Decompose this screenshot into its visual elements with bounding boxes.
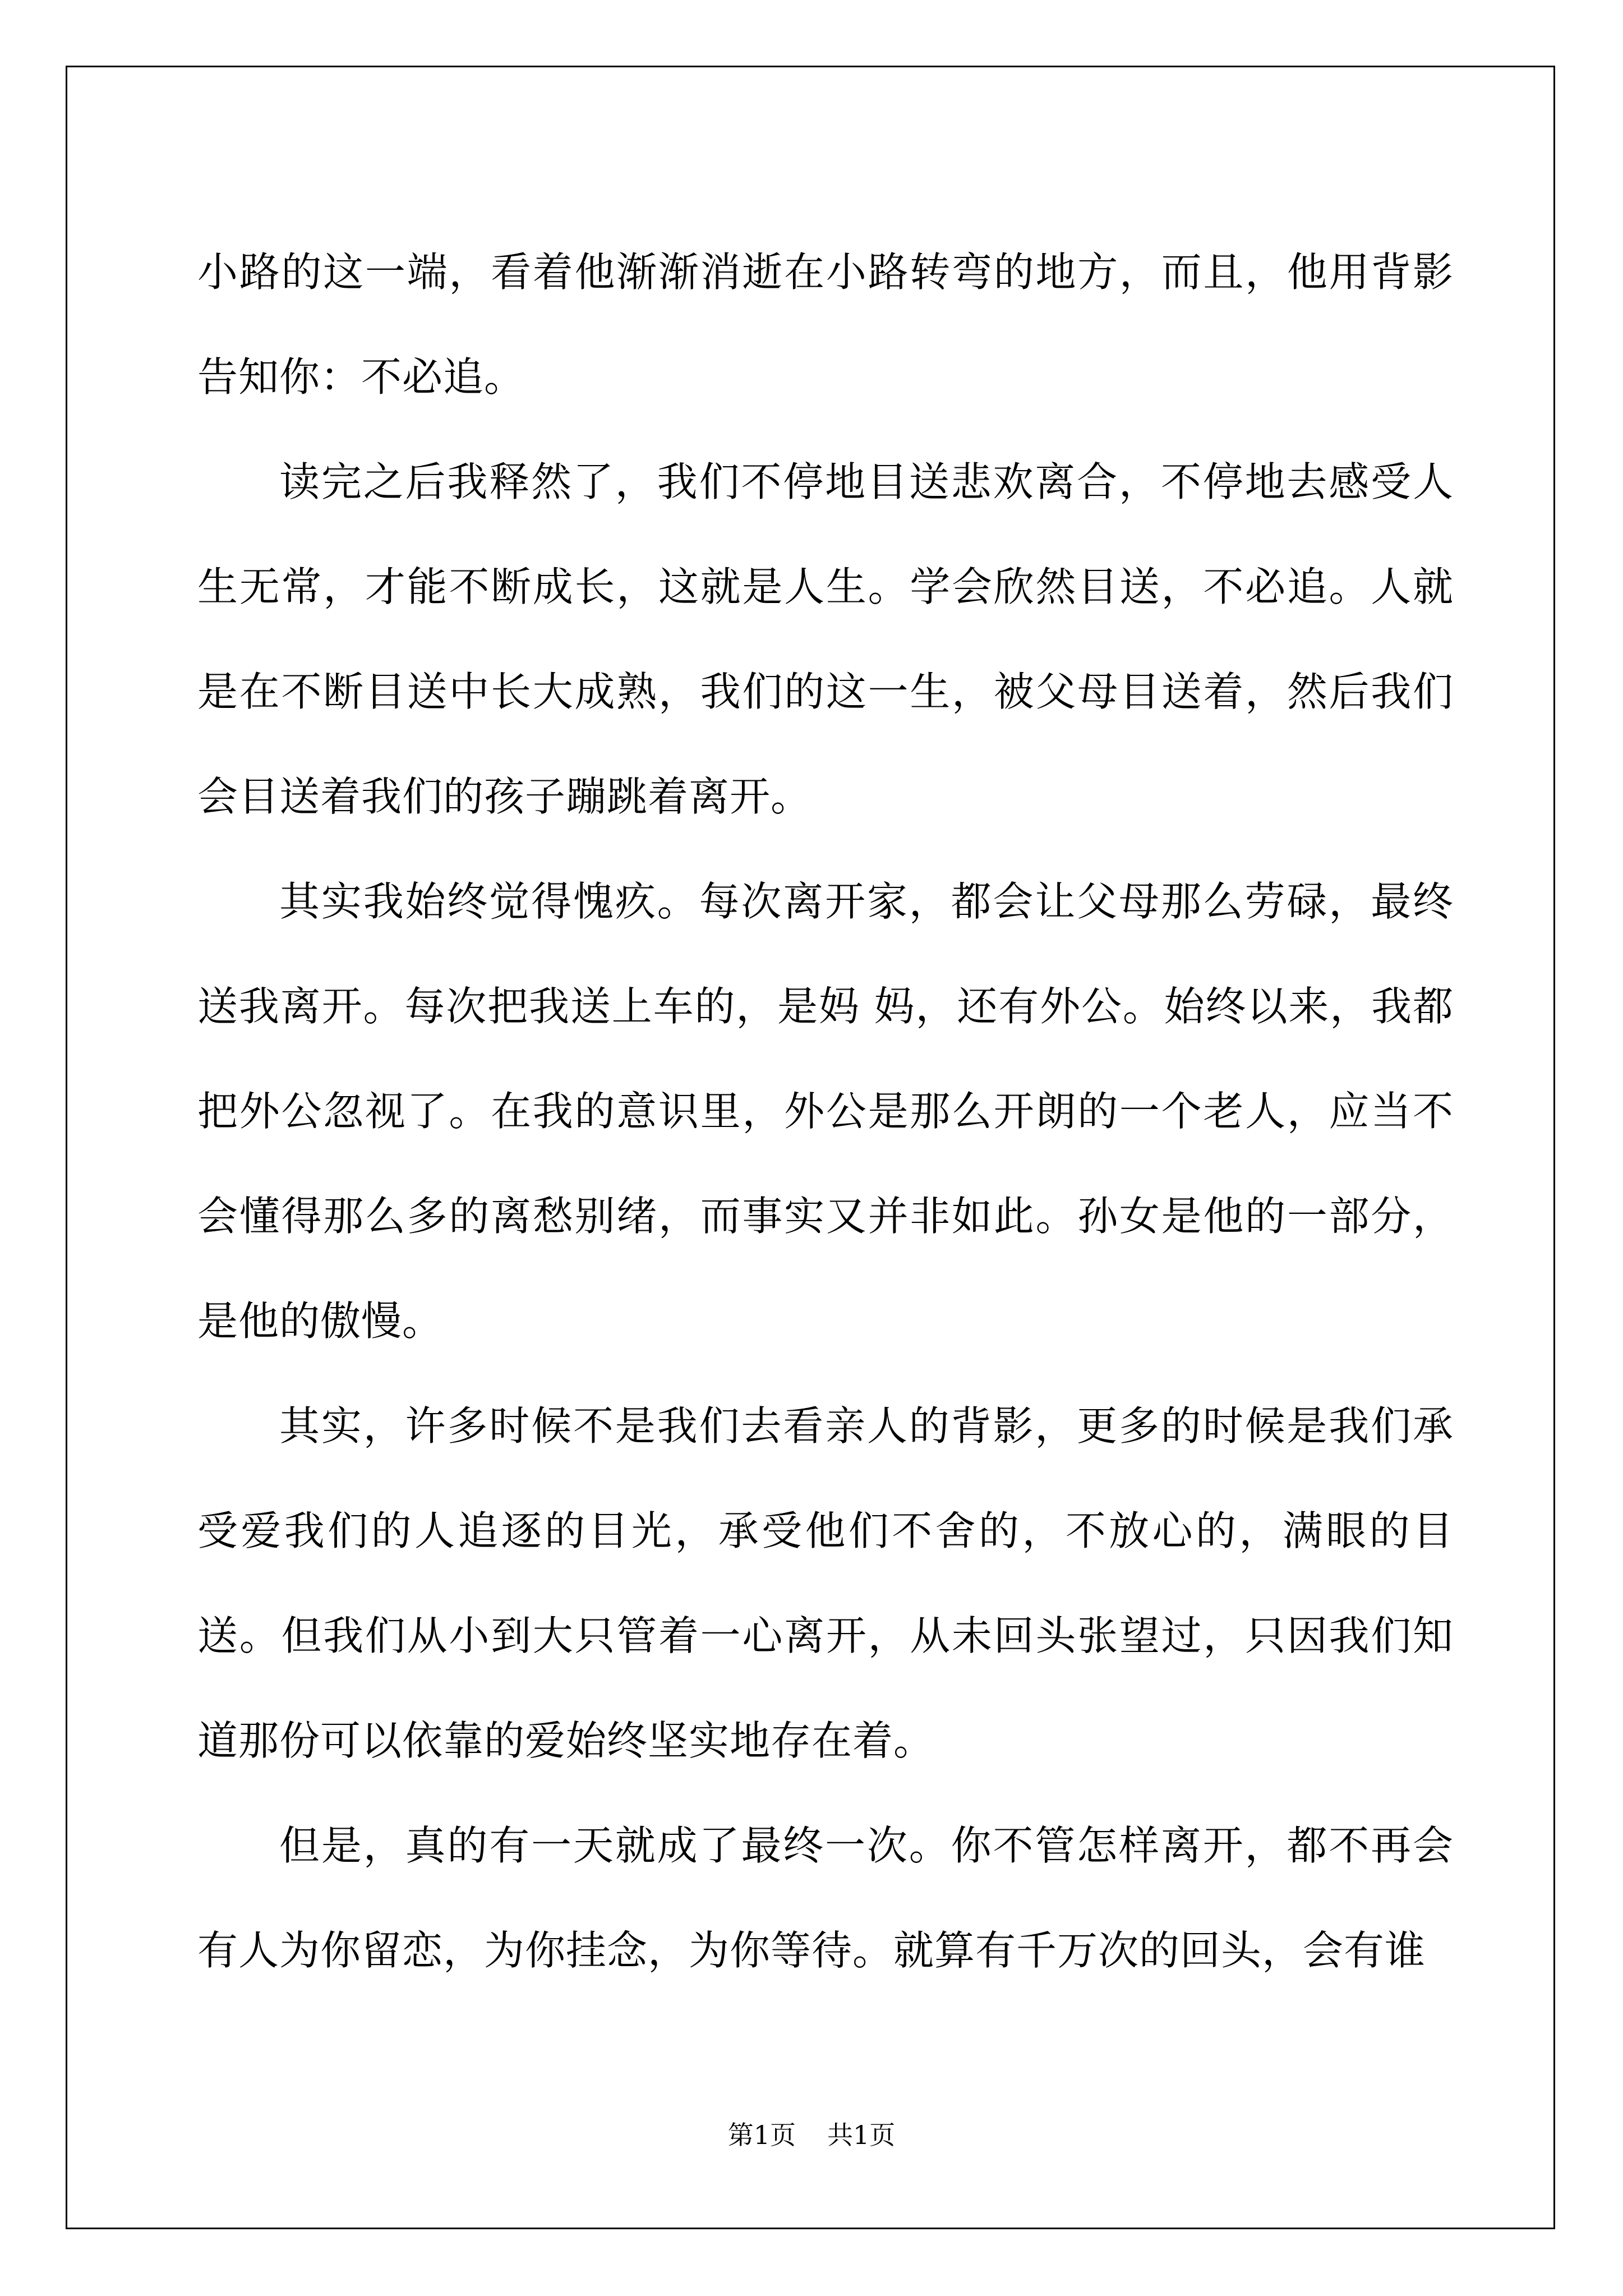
document-body	[197, 220, 1454, 2003]
page-footer	[0, 2118, 1623, 2152]
paragraph: 小路的这一端，看着他渐渐消逝在小路转弯的地方，而且，他用背影告知你：不必追。	[197, 249, 1454, 401]
paragraph: 其实，许多时候不是我们去看亲人的背影，更多的时候是我们承受爱我们的人追逐的目光，承受他们不舍的，不放心的，满眼的目送。但我们从小到大只管着一心离开，从未回头张望过，只因我们知道那份可以依靠的爱始终坚实地存在着。	[197, 1402, 1454, 1764]
page-number-current: 第1页	[727, 2120, 796, 2150]
paragraph: 其实我始终觉得愧疚。每次离开家，都会让父母那么劳碌，最终送我离开。每次把我送上车的，是妈 妈，还有外公。始终以来，我都把外公忽视了。在我的意识里，外公是那么开朗的一个老人，应当不会懂得那么多的离愁别绪，而事实又并非如此。孙女是他的一部分，是他的傲慢。	[197, 878, 1454, 1345]
paragraph: 读完之后我释然了，我们不停地目送悲欢离合，不停地去感受人生无常，才能不断成长，这就是人生。学会欣然目送，不必追。人就是在不断目送中长大成熟，我们的这一生，被父母目送着，然后我们会目送着我们的孩子蹦跳着离开。	[197, 458, 1454, 820]
page-number-total: 共1页	[827, 2120, 896, 2150]
paragraph: 但是，真的有一天就成了最终一次。你不管怎样离开，都不再会有人为你留恋，为你挂念，为你等待。就算有千万次的回头，会有谁	[197, 1822, 1454, 1974]
